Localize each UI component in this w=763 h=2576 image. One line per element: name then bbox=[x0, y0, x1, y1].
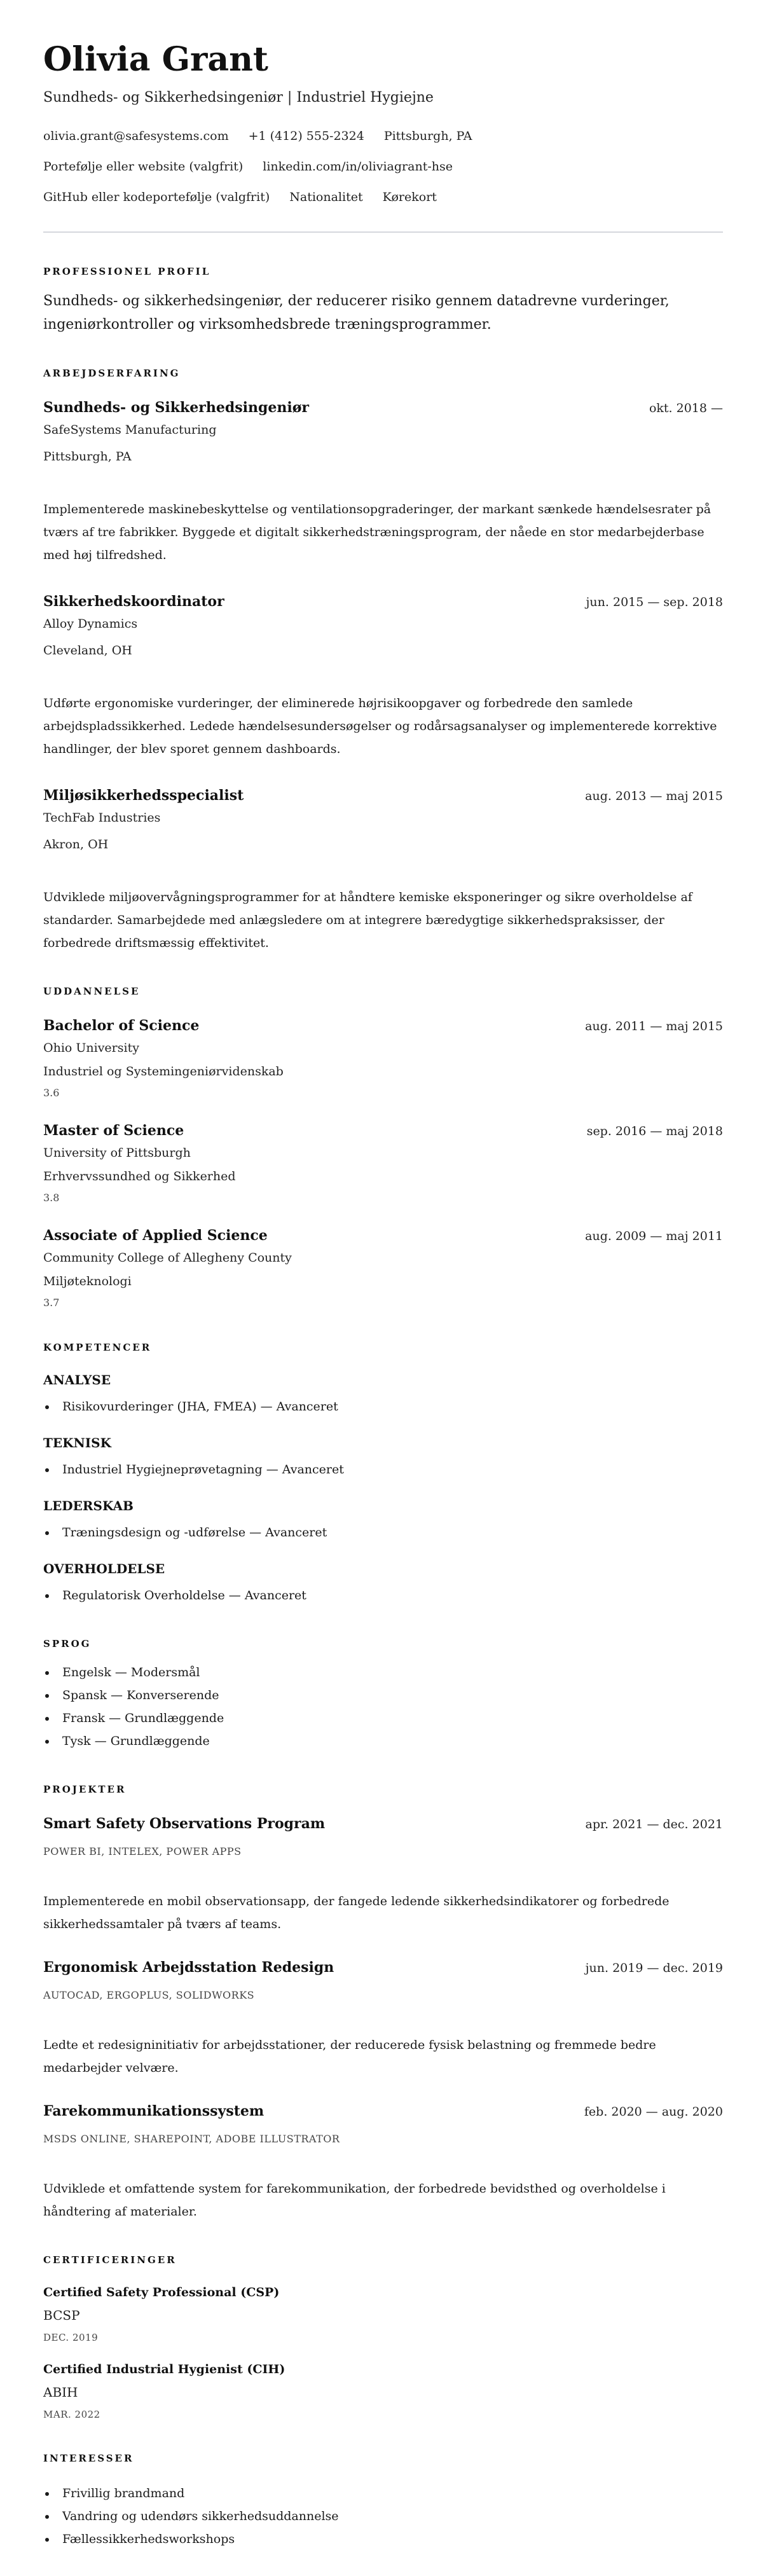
language-item: Fransk — Grundlæggende bbox=[43, 1707, 723, 1730]
project-tech: AUTOCAD, ERGOPLUS, SOLIDWORKS bbox=[43, 1989, 255, 2001]
contact-linkedin[interactable]: linkedin.com/in/oliviagrant-hse bbox=[263, 160, 453, 174]
certifications-section bbox=[43, 2254, 723, 2421]
skills-section bbox=[43, 1341, 723, 1607]
skill-list bbox=[43, 1521, 723, 1544]
project-dates: apr. 2021 — dec. 2021 bbox=[585, 1817, 723, 1831]
skill-item: Træningsdesign og -udførelse — Avanceret bbox=[43, 1521, 723, 1544]
education-section bbox=[43, 985, 723, 1311]
certification-entry bbox=[43, 2360, 723, 2421]
skill-item: Risikovurderinger (JHA, FMEA) — Avanceret bbox=[43, 1395, 723, 1418]
job-entry bbox=[43, 786, 723, 954]
job-entry bbox=[43, 592, 723, 761]
contact-row bbox=[43, 127, 723, 146]
header-divider bbox=[43, 231, 723, 233]
skill-list bbox=[43, 1584, 723, 1607]
interest-item: Frivillig brandmand bbox=[43, 2482, 723, 2505]
skill-item: Industriel Hygiejneprøvetagning — Avanceret bbox=[43, 1458, 723, 1481]
profile-section bbox=[43, 265, 723, 336]
certification-entry bbox=[43, 2283, 723, 2345]
section-heading: PROFESSIONEL PROFIL bbox=[43, 266, 211, 277]
education-dates: aug. 2009 — maj 2011 bbox=[585, 1229, 723, 1243]
education-entry bbox=[43, 1121, 723, 1206]
project-entry bbox=[43, 1814, 723, 1936]
interest-item: Fællessikkerhedsworkshops bbox=[43, 2528, 723, 2551]
project-title: Ergonomisk Arbejdsstation Redesign bbox=[43, 1959, 334, 1976]
skill-list bbox=[43, 1458, 723, 1481]
job-location: Pittsburgh, PA bbox=[43, 450, 132, 464]
section-heading: SPROG bbox=[43, 1638, 92, 1650]
language-item: Engelsk — Modersmål bbox=[43, 1661, 723, 1684]
job-dates: aug. 2013 — maj 2015 bbox=[585, 789, 723, 803]
project-tech: MSDS ONLINE, SHAREPOINT, ADOBE ILLUSTRATOR bbox=[43, 2133, 340, 2145]
interest-list bbox=[43, 2482, 723, 2551]
skill-group-heading: LEDERSKAB bbox=[43, 1498, 134, 1513]
experience-section bbox=[43, 367, 723, 954]
certification-title: Certified Safety Professional (CSP) bbox=[43, 2285, 280, 2299]
language-item: Spansk — Konverserende bbox=[43, 1684, 723, 1707]
section-heading: CERTIFICERINGER bbox=[43, 2254, 177, 2266]
degree: Associate of Applied Science bbox=[43, 1227, 268, 1244]
certification-title: Certified Industrial Hygienist (CIH) bbox=[43, 2362, 285, 2376]
interests-section bbox=[43, 2452, 723, 2551]
section-heading: INTERESSER bbox=[43, 2453, 134, 2464]
section-heading: ARBEJDSERFARING bbox=[43, 368, 181, 379]
job-company: TechFab Industries bbox=[43, 811, 161, 825]
job-title: Sundheds- og Sikkerhedsingeniør bbox=[43, 399, 309, 416]
field-of-study: Industriel og Systemingeniørvidenskab bbox=[43, 1064, 284, 1078]
job-dates: okt. 2018 — bbox=[649, 401, 723, 415]
project-dates: feb. 2020 — aug. 2020 bbox=[584, 2105, 723, 2119]
gpa: 3.6 bbox=[43, 1087, 60, 1099]
section-heading: UDDANNELSE bbox=[43, 986, 141, 997]
contact-row bbox=[43, 188, 723, 207]
job-title: Sikkerhedskoordinator bbox=[43, 593, 224, 610]
education-entry bbox=[43, 1226, 723, 1311]
skill-item: Regulatorisk Overholdelse — Avanceret bbox=[43, 1584, 723, 1607]
job-description: Udførte ergonomiske vurderinger, der eliminerede højrisikoopgaver og forbedrede den samlede arbejdspladssikkerhed. Ledede hændelsesundersøgelser og rodårsagsanalyser og implementerede korrektive handlinger, der blev sporet gennem dashboards. bbox=[43, 696, 717, 756]
skill-group-heading: OVERHOLDELSE bbox=[43, 1561, 165, 1576]
resume-header bbox=[43, 39, 723, 207]
school: University of Pittsburgh bbox=[43, 1146, 191, 1160]
project-description: Ledte et redesigninitiativ for arbejdsstationer, der reducerede fysisk belastning og fremmede bedre medarbejder velvære. bbox=[43, 2038, 656, 2075]
interest-item: Vandring og udendørs sikkerhedsuddannelse bbox=[43, 2505, 723, 2528]
job-company: Alloy Dynamics bbox=[43, 617, 138, 631]
skill-group-heading: ANALYSE bbox=[43, 1372, 111, 1388]
certification-date: DEC. 2019 bbox=[43, 2332, 99, 2343]
contact-drivers-license: Kørekort bbox=[382, 190, 437, 204]
contact-email[interactable]: olivia.grant@safesystems.com bbox=[43, 129, 229, 143]
languages-section bbox=[43, 1637, 723, 1753]
school: Community College of Allegheny County bbox=[43, 1251, 292, 1265]
job-company: SafeSystems Manufacturing bbox=[43, 423, 217, 437]
degree: Master of Science bbox=[43, 1122, 184, 1139]
education-entry bbox=[43, 1016, 723, 1101]
skill-list bbox=[43, 1395, 723, 1418]
project-description: Implementerede en mobil observationsapp, der fangede ledende sikkerhedsindikatorer og forbedrede sikkerhedssamtaler på tværs af teams. bbox=[43, 1894, 670, 1931]
contact-nationality: Nationalitet bbox=[289, 190, 363, 204]
section-heading: PROJEKTER bbox=[43, 1784, 127, 1795]
job-entry bbox=[43, 398, 723, 567]
job-location: Cleveland, OH bbox=[43, 644, 132, 658]
job-dates: jun. 2015 — sep. 2018 bbox=[586, 595, 723, 609]
projects-section bbox=[43, 1783, 723, 2223]
contact-phone[interactable]: +1 (412) 555-2324 bbox=[248, 129, 364, 143]
contact-github[interactable]: GitHub eller kodeportefølje (valgfrit) bbox=[43, 190, 270, 204]
certification-date: MAR. 2022 bbox=[43, 2409, 100, 2420]
profile-summary: Sundheds- og sikkerhedsingeniør, der reducerer risiko gennem datadrevne vurderinger, ingeniørkontroller og virksomhedsbrede træningsprogrammer. bbox=[43, 293, 670, 333]
certification-issuer: ABIH bbox=[43, 2385, 78, 2400]
contact-row bbox=[43, 157, 723, 176]
contact-location: Pittsburgh, PA bbox=[383, 129, 472, 143]
job-description: Implementerede maskinebeskyttelse og ventilationsopgraderinger, der markant sænkede hændelsesrater på tværs af tre fabrikker. Byggede et digitalt sikkerhedstræningsprogram, der nåede en stor medarbejderbase med høj tilfredshed. bbox=[43, 502, 711, 562]
gpa: 3.7 bbox=[43, 1297, 60, 1309]
project-title: Farekommunikationssystem bbox=[43, 2103, 265, 2119]
project-title: Smart Safety Observations Program bbox=[43, 1815, 326, 1832]
section-heading: KOMPETENCER bbox=[43, 1342, 152, 1353]
project-description: Udviklede et omfattende system for farekommunikation, der forbedrede bevidsthed og overholdelse i håndtering af materialer. bbox=[43, 2182, 666, 2219]
project-tech: POWER BI, INTELEX, POWER APPS bbox=[43, 1845, 242, 1857]
degree: Bachelor of Science bbox=[43, 1017, 200, 1034]
skill-group-heading: TEKNISK bbox=[43, 1435, 111, 1450]
education-dates: aug. 2011 — maj 2015 bbox=[585, 1019, 723, 1033]
school: Ohio University bbox=[43, 1041, 139, 1055]
project-entry bbox=[43, 1958, 723, 2079]
education-dates: sep. 2016 — maj 2018 bbox=[586, 1124, 723, 1138]
language-list bbox=[43, 1661, 723, 1753]
job-location: Akron, OH bbox=[43, 837, 109, 851]
field-of-study: Miljøteknologi bbox=[43, 1274, 132, 1288]
job-description: Udviklede miljøovervågningsprogrammer for at håndtere kemiske eksponeringer og sikre overholdelse af standarder. Samarbejdede med anlægsledere om at integrere bæredygtige sikkerhedspraksisser, der forbedrede driftsmæssig effektivitet. bbox=[43, 890, 692, 950]
gpa: 3.8 bbox=[43, 1192, 60, 1204]
candidate-headline: Sundheds- og Sikkerhedsingeniør | Industriel Hygiejne bbox=[43, 90, 434, 106]
contact-portfolio[interactable]: Portefølje eller website (valgfrit) bbox=[43, 160, 244, 174]
certification-issuer: BCSP bbox=[43, 2308, 80, 2323]
language-item: Tysk — Grundlæggende bbox=[43, 1730, 723, 1753]
project-entry bbox=[43, 2102, 723, 2223]
candidate-name: Olivia Grant bbox=[43, 40, 268, 79]
project-dates: jun. 2019 — dec. 2019 bbox=[585, 1961, 723, 1975]
job-title: Miljøsikkerhedsspecialist bbox=[43, 787, 244, 804]
field-of-study: Erhvervssundhed og Sikkerhed bbox=[43, 1169, 236, 1183]
